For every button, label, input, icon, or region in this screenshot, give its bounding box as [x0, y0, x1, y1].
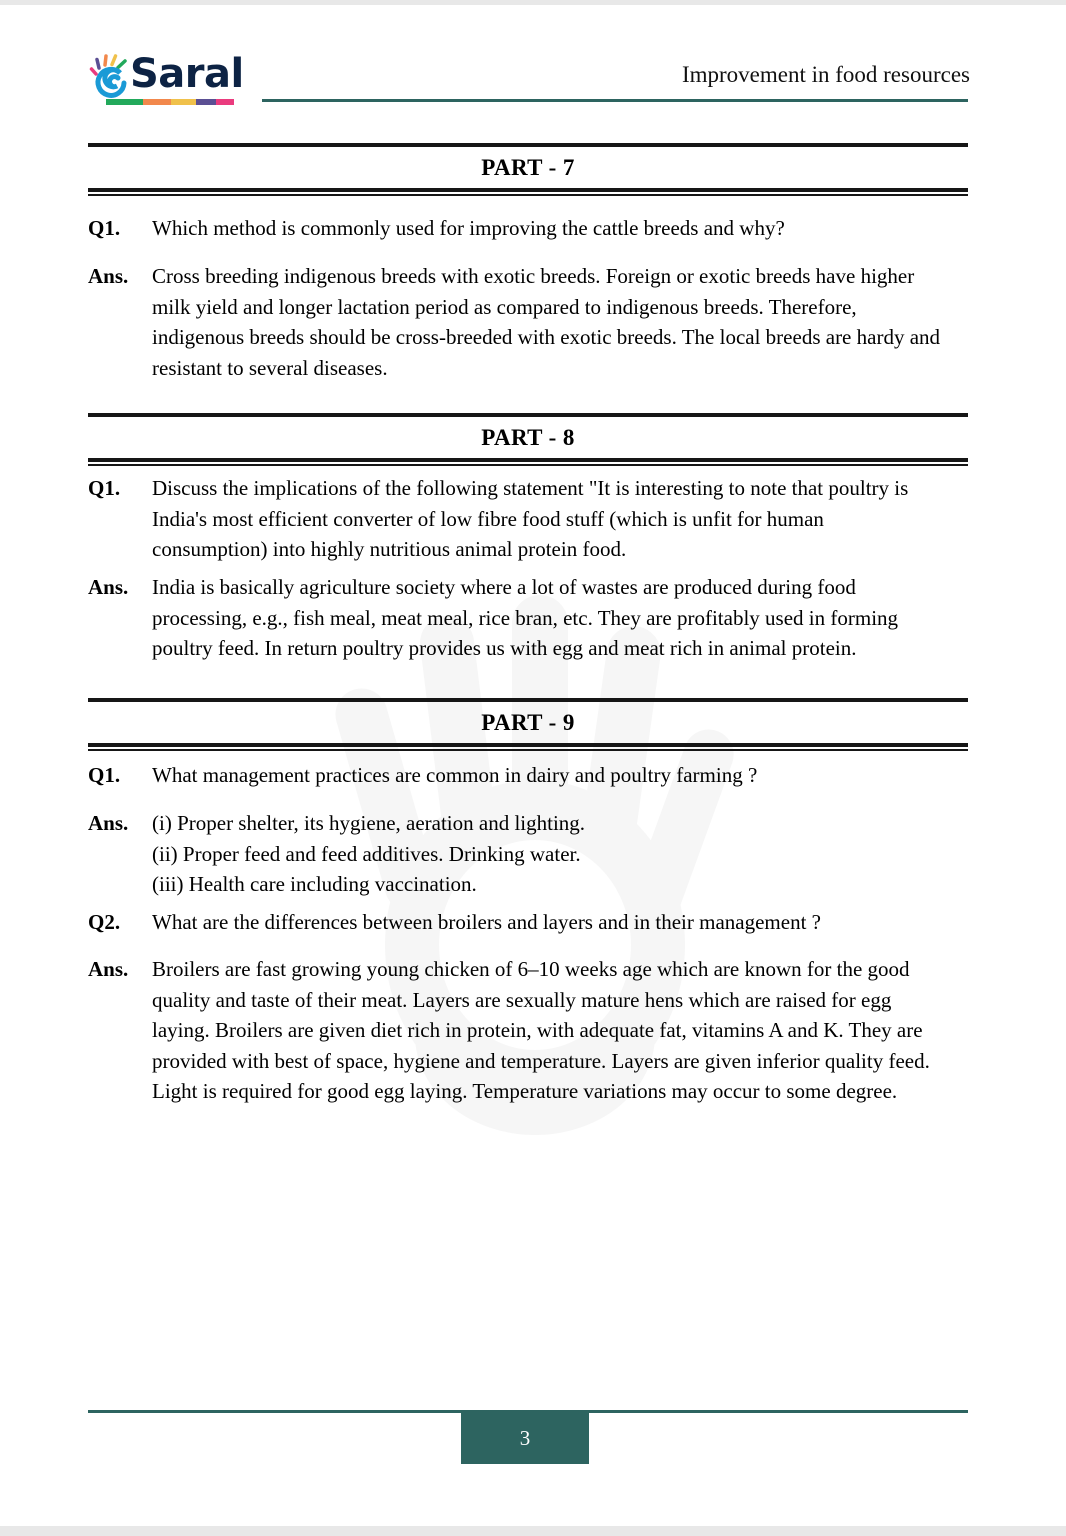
qa-line: indigenous breeds should be cross-breeded with exotic breeds. The local breeds are hardy and [152, 325, 941, 349]
qa-line: poultry feed. In return poultry provides us with egg and meat rich in animal protein. [152, 636, 857, 660]
qa-line: (i) Proper shelter, its hygiene, aeration and lighting. [152, 811, 586, 835]
qa-line: provided with best of space, hygiene and temperature. Layers are given inferior quality feed. [152, 1048, 930, 1073]
qa-block [88, 213, 978, 244]
heading-rule-bottom [88, 743, 968, 747]
qa-text [152, 760, 978, 791]
heading-rule-bottom-thin [88, 464, 968, 466]
qa-block [88, 473, 978, 565]
section-heading-part-8 [88, 413, 968, 466]
qa-text [152, 954, 978, 1107]
heading-rule-bottom-thin [88, 749, 968, 751]
section-heading-part-9 [88, 698, 968, 751]
qa-block [88, 907, 978, 938]
qa-line: processing, e.g., fish meal, meat meal, rice bran, etc. They are profitably used in forming [152, 605, 899, 630]
qa-line: What management practices are common in dairy and poultry farming ? [152, 763, 758, 787]
header-title: Improvement in food resources [681, 62, 970, 87]
logo-wordmark: Saral [130, 51, 244, 97]
section-heading-part-7 [88, 143, 968, 196]
qa-line: Discuss the implications of the following statement "It is interesting to note that poultry is [152, 476, 909, 500]
header-divider [262, 99, 968, 102]
qa-block [88, 760, 978, 791]
esaral-e-icon [88, 52, 136, 100]
qa-block [88, 808, 978, 900]
part-title: PART - 9 [481, 710, 575, 735]
qa-line: Light is required for good egg laying. Temperature variations may occur to some degree. [152, 1079, 898, 1103]
qa-label: Q1. [88, 476, 121, 500]
qa-line: resistant to several diseases. [152, 355, 388, 380]
esaral-logo [88, 51, 244, 110]
qa-line: milk yield and longer lactation period as compared to indigenous breeds. Therefore, [152, 294, 857, 319]
qa-block [88, 572, 978, 664]
part-title: PART - 7 [481, 155, 575, 180]
qa-line: consumption) into highly nutritious animal protein food. [152, 537, 627, 561]
qa-line: (ii) Proper feed and feed additives. Drinking water. [152, 841, 581, 866]
qa-line: Broilers are fast growing young chicken of 6–10 weeks age which are known for the good [152, 957, 910, 981]
qa-line: What are the differences between broilers and layers and in their management ? [152, 910, 821, 934]
qa-text [152, 473, 978, 565]
qa-line: India's most efficient converter of low fibre food stuff (which is unfit for human [152, 506, 824, 531]
qa-label: Ans. [88, 811, 129, 835]
qa-block [88, 954, 978, 1107]
qa-text [152, 213, 978, 244]
qa-line: quality and taste of their meat. Layers are sexually mature hens which are raised for egg [152, 987, 892, 1012]
qa-label: Ans. [88, 957, 129, 981]
qa-line: India is basically agriculture society where a lot of wastes are produced during food [152, 575, 856, 599]
qa-text [152, 907, 978, 938]
qa-label: Q2. [88, 910, 121, 934]
qa-label: Q1. [88, 216, 121, 240]
qa-line: Cross breeding indigenous breeds with exotic breeds. Foreign or exotic breeds have higher [152, 264, 915, 288]
qa-text [152, 572, 978, 664]
document-page [0, 5, 1066, 1526]
qa-label: Ans. [88, 575, 129, 599]
qa-line: laying. Broilers are given diet rich in protein, with adequate fat, vitamins A and K. They are [152, 1018, 923, 1042]
part-title: PART - 8 [481, 425, 575, 450]
page-number-badge: 3 [461, 1412, 589, 1464]
page-header [0, 5, 1066, 115]
qa-text [152, 808, 978, 900]
logo-color-bar [106, 99, 234, 105]
qa-label: Ans. [88, 264, 129, 288]
qa-block [88, 261, 978, 383]
qa-text [152, 261, 978, 383]
qa-line: (iii) Health care including vaccination. [152, 872, 477, 896]
qa-label: Q1. [88, 763, 121, 787]
qa-line: Which method is commonly used for improving the cattle breeds and why? [152, 216, 785, 240]
heading-rule-bottom-thin [88, 194, 968, 196]
heading-rule-bottom [88, 188, 968, 192]
heading-rule-bottom [88, 458, 968, 462]
